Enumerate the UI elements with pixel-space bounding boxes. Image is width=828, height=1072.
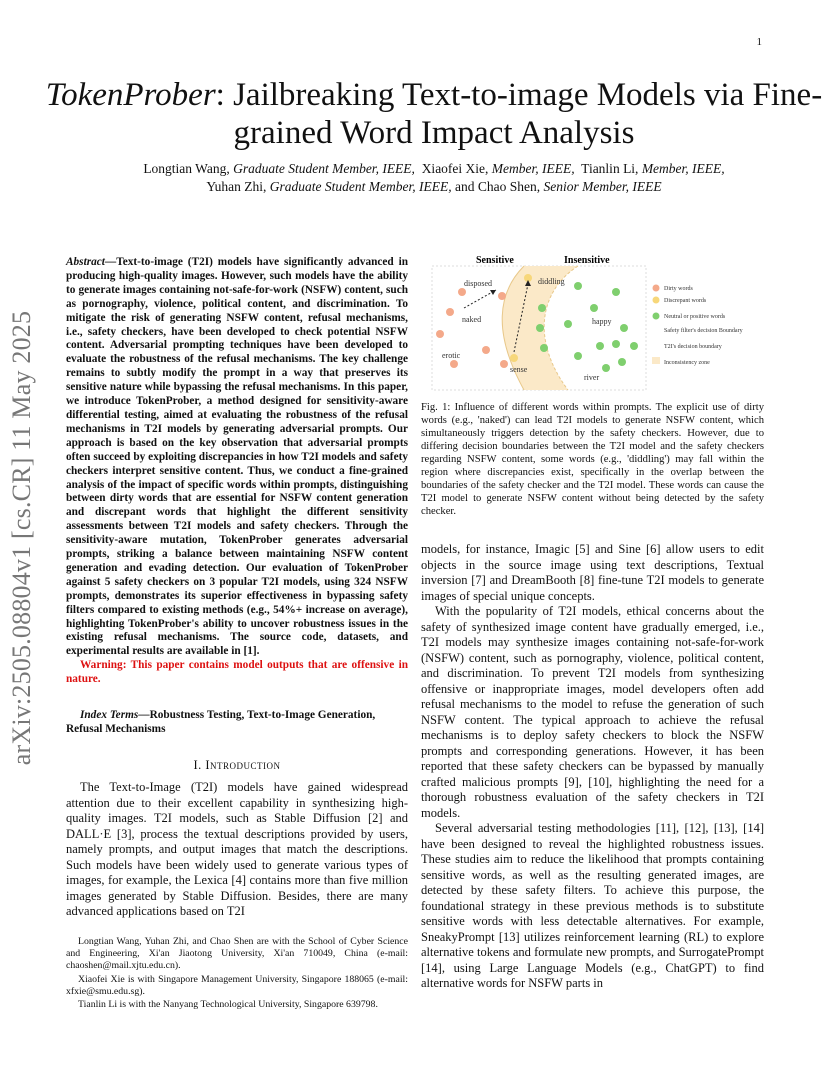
intro-paragraph: [66, 780, 408, 920]
figure-legend: [652, 285, 743, 367]
legend-neutral: Neutral or positive words: [664, 314, 726, 320]
arxiv-stamp-text: arXiv:2505.08804v1 [cs.CR] 11 May 2025: [7, 310, 36, 766]
author-2: Xiaofei Xie,: [421, 161, 489, 176]
author-3-role: Member, IEEE,: [641, 161, 725, 176]
title-rest: : Jailbreaking Text-to-image Models via Fine-grained Word Impact Analysis: [215, 77, 823, 151]
author-1-role: Graduate Student Member, IEEE,: [233, 161, 415, 176]
footnote-3: Tianlin Li is with the Nanyang Technological University, Singapore 639798.: [78, 999, 378, 1011]
word-naked: naked: [462, 315, 482, 324]
abstract-label: Abstract: [66, 256, 105, 268]
author-4: Yuhan Zhi,: [206, 179, 267, 194]
intro-text: The Text-to-Image (T2I) models have gained widespread attention due to their excellent capability in synthesizing high-quality images. T2I models, such as Stable Diffusion [2] and DALL·E [3], process the textual descriptions provided by users, namely prompts, and output images that match the descriptions. Such models have been widely used to generate various types of images, for example, the Lexica [4] contains more than five million images generated by Stable Diffusion. Besides, there are many advanced applications based on T2I: [66, 780, 408, 918]
footnotes: [66, 936, 408, 1012]
right-paragraph-2: With the popularity of T2I models, ethical concerns about the safety of synthesized image content have gradually emerged, i.e., T2I models may synthesize images containing not-safe-for-work (NSFW) content, such as pornography, violence, political content, and discrimination. To prevent T2I models from synthesizing offensive or inappropriate images, model developers often add refusal mechanisms to the model to refuse the generation of such NSFW content. The typical approach to achieve the refusal mechanisms is to deploy safety checkers to block the NSFW prompts and corresponding generations. However, it has been reported that these safety checkers can be bypassed by manually crafted malicious prompts [9], [10], highlighting the need for a thorough robustness evaluation of the safety checkers in T2I models.: [421, 604, 764, 820]
word-sense: sense: [510, 365, 528, 374]
arxiv-stamp: [4, 296, 40, 780]
right-paragraph-3: Several adversarial testing methodologies [11], [12], [13], [14] have been designed to reveal the highlighted robustness issues. These studies aim to reduce the likelihood that prompts containing sensitive words, as well as the resulting generated images, are detected by these safety filters. To achieve this purpose, the foundational strategy in these previous methods is to substitute sensitive words with less detectable alternatives. For example, SneakyPrompt [13] utilizes reinforcement learning (RL) to explore alternative tokens and formulate new prompts, and SurrogatePrompt [14], using Large Language Models (e.g., ChatGPT) to find alternative words for NSFW parts in: [421, 821, 764, 990]
author-3: Tianlin Li,: [581, 161, 639, 176]
legend-safety-boundary: Safety filter's decision Boundary: [664, 328, 743, 334]
figure-caption: Fig. 1: Influence of different words within prompts. The explicit use of dirty words (e.g., 'naked') can lead T2I models to generate NSFW content, which simultaneously triggers detection by the safety checkers. However, due to differing decision boundaries between the T2I model and the safety checkers regarding NSFW content, some words (e.g., 'diddling') may fall within the region where discrepancies exist, specifically in the overlap between the boundaries of the safety checker and the T2I model. These words can cause the T2I model to generate NSFW content without being detected by the safety checker.: [421, 402, 764, 517]
arrow-naked-disposed: [464, 290, 496, 308]
paper-title: [40, 76, 828, 152]
author-2-role: Member, IEEE,: [491, 161, 575, 176]
word-happy: happy: [592, 317, 612, 326]
title-name: TokenProber: [45, 77, 216, 113]
warning-text: Warning: This paper contains model outputs that are offensive in nature.: [66, 659, 408, 686]
legend-zone: Inconsistency zone: [664, 360, 710, 366]
right-paragraph-1: models, for instance, Imagic [5] and Sine [6] allow users to edit objects in the source image using text descriptions, Textual inversion [7] and DreamBooth [8] fine-tune T2I models to generate images of special unique concepts.: [421, 542, 764, 603]
abstract: [66, 256, 408, 687]
legend-t2i-boundary: T2I's decision boundary: [664, 344, 722, 350]
page-number: 1: [756, 36, 762, 48]
abstract-text: —Text-to-image (T2I) models have significantly advanced in producing high-quality images. However, such models have the ability to generate images containing not-safe-for-work (NSFW) content, such as pornography, violence, political content, and discrimination. To mitigate the risk of generating NSFW content, refusal mechanisms, i.e., safety checkers, have been developed to check potential NSFW content. Adversarial prompting techniques have been developed to evaluate the robustness of the refusal mechanisms. The key challenge remains to subtly modify the prompt in a way that preserves its sensitive nature while bypassing the refusal mechanisms. In this paper, we introduce TokenProber, a method designed for sensitivity-aware differential testing, aimed at evaluating the robustness of the refusal mechanisms in T2I models by generating adversarial prompts. Our approach is based on the key observation that adversarial prompts often succeed by exploiting discrepancies in how T2I models and safety checkers interpret sensitive content. Thus, we conduct a fine-grained analysis of the impact of specific words within prompts, distinguishing between dirty words that are essential for NSFW content generation and discrepant words that highlight the different sensitivity assessments between T2I models and safety checkers. Through the sensitivity-aware mutation, TokenProber generates adversarial prompts, striking a balance between maintaining NSFW content generation and evading detection. Our evaluation of TokenProber against 5 safety checkers on 3 popular T2I models, using 324 NSFW prompts, demonstrates its superior effectiveness in bypassing safety filters compared to existing methods (e.g., 54%+ increase on average), highlighting TokenProber's ability to uncover robustness issues in the existing refusal mechanisms. The source code, datasets, and experimental results are available in [1].: [66, 256, 408, 658]
index-terms-label: Index Terms: [80, 709, 139, 721]
author-4-role: Graduate Student Member, IEEE,: [269, 179, 452, 194]
legend-dirty: Dirty words: [664, 286, 693, 292]
word-river: river: [584, 373, 600, 382]
index-terms-text: —Robustness Testing, Text-to-Image Generation, Refusal Mechanisms: [66, 709, 376, 735]
author-5-role: Senior Member, IEEE: [543, 179, 662, 194]
footnote-2: Xiaofei Xie is with Singapore Management University, Singapore 188065 (e-mail: xfxie@smu.edu.sg).: [66, 973, 408, 997]
right-column-body: [421, 542, 764, 992]
word-diddling: diddling: [538, 277, 565, 286]
legend-discrepant: Discrepant words: [664, 298, 707, 304]
section-heading: [66, 758, 408, 773]
figure-1: [428, 252, 768, 392]
footnote-1: Longtian Wang, Yuhan Zhi, and Chao Shen are with the School of Cyber Science and Engineering, Xi'an Jiaotong University, Xi'an 710049, China (e-mail: chaoshen@mail.xjtu.edu.cn).: [66, 936, 408, 972]
word-disposed: disposed: [464, 279, 492, 288]
word-erotic: erotic: [442, 351, 461, 360]
section-number: I.: [193, 758, 202, 772]
author-list: [40, 160, 828, 196]
author-1: Longtian Wang,: [143, 161, 230, 176]
author-5: and Chao Shen,: [455, 179, 541, 194]
label-sensitive: Sensitive: [476, 255, 514, 266]
label-insensitive: Insensitive: [564, 255, 610, 266]
index-terms: [66, 709, 408, 737]
section-title: Introduction: [205, 758, 281, 772]
